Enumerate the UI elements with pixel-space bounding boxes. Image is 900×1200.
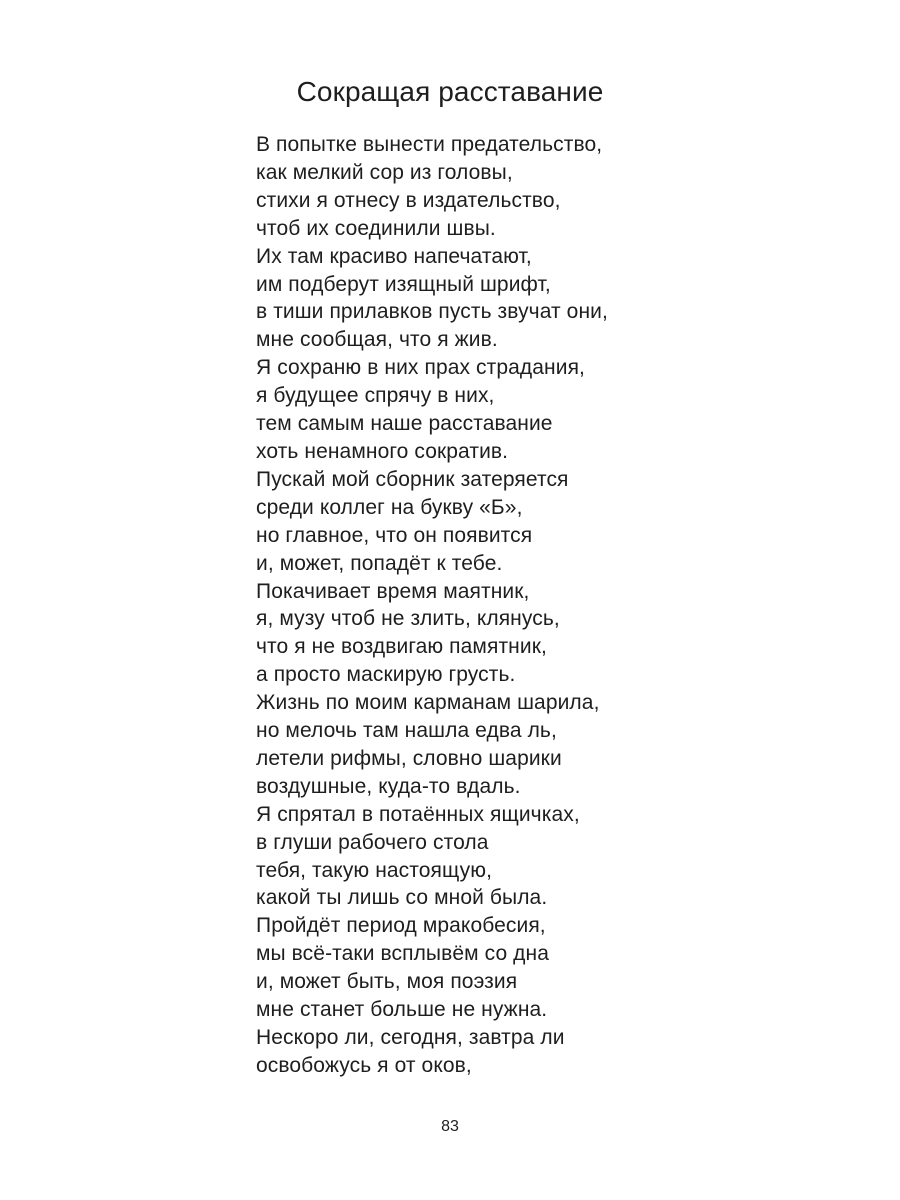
poem-line: я будущее спрячу в них,	[256, 384, 495, 408]
poem-line: в тиши прилавков пусть звучат они,	[256, 300, 608, 324]
poem-line: а просто маскирую грусть.	[256, 663, 516, 687]
poem-line: Я спрятал в потаённых ящичках,	[256, 802, 580, 826]
poem-line: что я не воздвигаю памятник,	[256, 635, 547, 659]
poem-line: хоть ненамного сократив.	[256, 439, 509, 463]
poem-line: и, может, попадёт к тебе.	[256, 551, 503, 575]
poem-line: и, может быть, моя поэзия	[256, 970, 518, 994]
poem-line: Пройдёт период мракобесия,	[256, 914, 546, 938]
poem-line: но главное, что он появится	[256, 523, 533, 547]
poem-line: им подберут изящный шрифт,	[256, 272, 551, 296]
poem-line: стихи я отнесу в издательство,	[256, 188, 561, 212]
poem-line: в глуши рабочего стола	[256, 830, 489, 854]
poem-line: летели рифмы, словно шарики	[256, 746, 562, 770]
poem-line: Покачивает время маятник,	[256, 579, 530, 603]
page-number: 83	[441, 1118, 459, 1135]
poem-line: Пускай мой сборник затеряется	[256, 467, 569, 491]
poem-line: Жизнь по моим карманам шарила,	[256, 691, 600, 715]
poem-line: тебя, такую настоящую,	[256, 858, 493, 882]
poem-line: Нескоро ли, сегодня, завтра ли	[256, 1026, 565, 1049]
poem-body	[256, 131, 816, 1080]
poem-line: Их там красиво напечатают,	[256, 244, 532, 268]
poem-line: В попытке вынести предательство,	[256, 133, 603, 156]
poem-line: мне сообщая, что я жив.	[256, 328, 498, 352]
poem-title: Сокращая расставание	[296, 76, 604, 107]
poem-line: освобожусь я от оков,	[256, 1053, 472, 1077]
poem-line: мы всё-таки всплывём со дна	[256, 942, 549, 966]
poem-line: какой ты лишь со мной была.	[256, 886, 548, 910]
poem-line: воздушные, куда-то вдаль.	[256, 774, 521, 798]
poem-line: тем самым наше расставание	[256, 412, 553, 436]
poem-line: я, музу чтоб не злить, клянусь,	[256, 607, 560, 631]
poem-line: мне станет больше не нужна.	[256, 998, 548, 1022]
poem-line: как мелкий сор из головы,	[256, 160, 513, 184]
poem-line: Я сохраню в них прах страдания,	[256, 356, 585, 380]
poem-line: чтоб их соединили швы.	[256, 216, 496, 240]
poem-line: среди коллег на букву «Б»,	[256, 495, 523, 519]
poem-line: но мелочь там нашла едва ль,	[256, 719, 557, 743]
